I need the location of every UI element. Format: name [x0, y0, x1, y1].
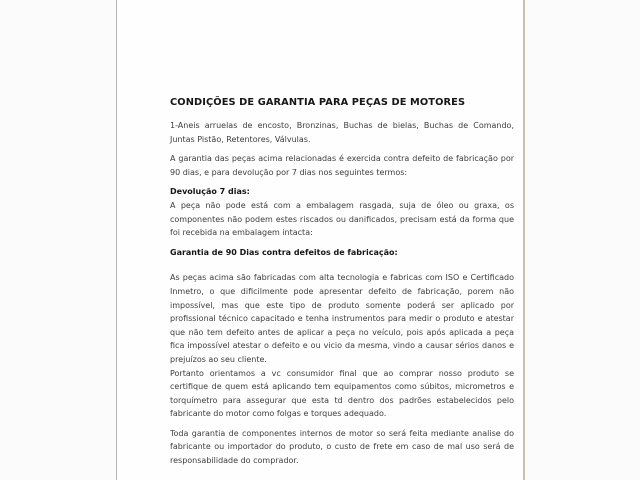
- document-title: CONDIÇÕES DE GARANTIA PARA PEÇAS DE MOTORES: [170, 97, 466, 108]
- warranty-90-paragraph-2: Portanto orientamos a vc consumidor final que ao comprar nosso produto se certifique de quem está aplicando tem equipamentos como súbitos, micrometros e torquímetro para assegurar que esta td dentro dos padrões estabelecidos pelo fabricante do motor como folgas e torques adequado.: [170, 368, 514, 419]
- warranty-90-paragraph-1: As peças acima são fabricadas com alta tecnologia e fabricas com ISO e Certificado Inmetro, o que dificilmente pode apresentar defeito de fabricação, porem não impossível, mas que este tipo de produto somente poderá ser aplicado por profissional técnico capacitado e tenha instrumentos para medir o produto e atestar que não tem defeito antes de aplicar a peça no veículo, pois após aplicada a peça fica impossível atestar o defeito e ou vicio da mesma, vindo a causar sérios danos e prejuízos ao seu cliente.: [170, 273, 514, 364]
- return-policy-heading: Devolução 7 dias:: [170, 187, 250, 197]
- warranty-terms-paragraph: A garantia das peças acima relacionadas é exercida contra defeito de fabricação por 90 dias, e para devolução por 7 dias nos seguintes termos:: [170, 154, 514, 177]
- document-content: [170, 96, 514, 468]
- parts-list-paragraph: 1-Aneis arruelas de encosto, Bronzinas, Buchas de bielas, Buchas de Comando, Juntas Pistão, Retentores, Válvulas.: [170, 121, 514, 144]
- liability-paragraph: Toda garantia de componentes internos de motor so será feita mediante analise do fabricante ou importador do produto, o custo de frete em caso de mal uso será de responsabilidade do comprador.: [170, 428, 514, 466]
- return-policy-paragraph: A peça não pode está com a embalagem rasgada, suja de óleo ou graxa, os componentes não podem estes riscados ou danificados, precisam está da forma que foi recebida na embalagem intacta:: [170, 200, 514, 238]
- warranty-90-heading: Garantia de 90 Dias contra defeitos de fabricação:: [170, 247, 398, 257]
